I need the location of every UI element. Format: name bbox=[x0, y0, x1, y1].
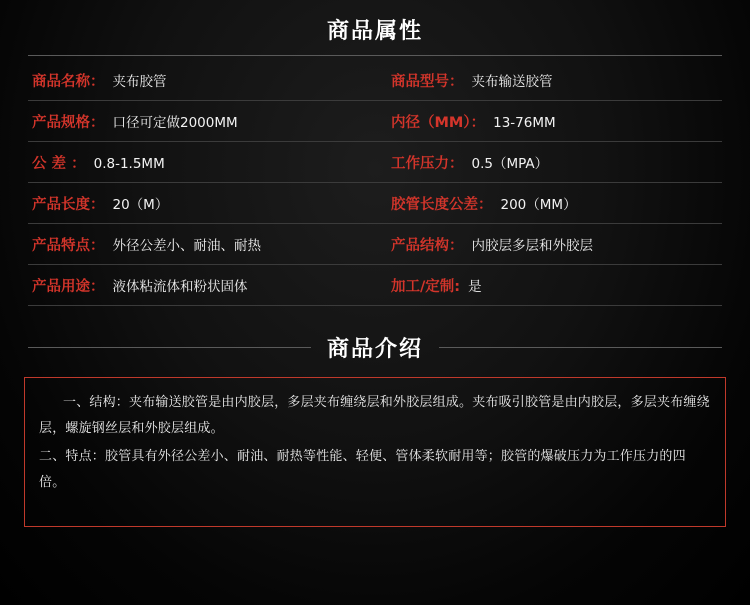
attribute-label: 公 差 ： bbox=[32, 155, 86, 172]
attribute-value: 200（MM） bbox=[500, 196, 577, 213]
attribute-value: 外径公差小、耐油、耐热 bbox=[112, 237, 261, 254]
heading-rule-left bbox=[28, 347, 311, 348]
attribute-label: 商品型号： bbox=[391, 73, 464, 90]
attribute-value: 0.5（MPA） bbox=[471, 155, 549, 172]
table-row bbox=[28, 142, 722, 183]
title-divider bbox=[28, 55, 722, 56]
attribute-cell-model bbox=[375, 70, 722, 91]
intro-paragraph-features: 二、特点：胶管具有外径公差小、耐油、耐热等性能、轻便、管体柔软耐用等；胶管的爆破压力为工作压力的四倍。 bbox=[39, 449, 686, 490]
attribute-cell-usage bbox=[28, 275, 375, 296]
intro-title: 商品介绍 bbox=[327, 337, 424, 362]
attribute-cell-features bbox=[28, 234, 375, 255]
attribute-value: 0.8-1.5MM bbox=[93, 155, 165, 172]
table-row bbox=[28, 224, 722, 265]
attribute-label: 产品长度： bbox=[32, 196, 105, 213]
table-row bbox=[28, 265, 722, 306]
attribute-label: 内径（MM）： bbox=[391, 114, 486, 131]
attribute-label: 商品名称： bbox=[32, 73, 105, 90]
attribute-cell-inner-diameter bbox=[375, 111, 722, 132]
attribute-cell-structure bbox=[375, 234, 722, 255]
attribute-label: 产品结构： bbox=[391, 237, 464, 254]
intro-content-box bbox=[24, 377, 726, 527]
attribute-cell-length bbox=[28, 193, 375, 214]
attribute-label: 产品规格： bbox=[32, 114, 105, 131]
attribute-cell-spec bbox=[28, 111, 375, 132]
table-row bbox=[28, 101, 722, 142]
attribute-value: 20（M） bbox=[112, 196, 169, 213]
attribute-value: 内胶层多层和外胶层 bbox=[471, 237, 593, 254]
attribute-value: 夹布胶管 bbox=[112, 73, 167, 90]
heading-rule-right bbox=[439, 347, 722, 348]
attribute-value: 是 bbox=[468, 278, 482, 295]
table-row bbox=[28, 183, 722, 224]
table-row bbox=[28, 60, 722, 101]
attributes-title-block bbox=[0, 0, 750, 56]
attribute-cell-name bbox=[28, 70, 375, 91]
attributes-table bbox=[28, 56, 722, 306]
attribute-label: 产品特点： bbox=[32, 237, 105, 254]
attribute-label: 加工/定制: bbox=[391, 278, 461, 295]
intro-heading bbox=[28, 332, 722, 363]
attribute-label: 工作压力： bbox=[391, 155, 464, 172]
attribute-value: 液体粘流体和粉状固体 bbox=[112, 278, 248, 295]
intro-section bbox=[0, 332, 750, 527]
attribute-cell-working-pressure bbox=[375, 152, 722, 173]
attribute-value: 13-76MM bbox=[493, 114, 556, 131]
attribute-cell-tolerance bbox=[28, 152, 375, 173]
attribute-value: 口径可定做2000MM bbox=[112, 114, 238, 131]
attribute-cell-length-tolerance bbox=[375, 193, 722, 214]
attribute-cell-customizable bbox=[375, 275, 722, 296]
attribute-label: 胶管长度公差： bbox=[391, 196, 493, 213]
attribute-value: 夹布输送胶管 bbox=[471, 73, 553, 90]
intro-paragraph-structure: 一、结构：夹布输送胶管是由内胶层，多层夹布缠绕层和外胶层组成。夹布吸引胶管是由内胶层，多层夹布缠绕层，螺旋钢丝层和外胶层组成。 bbox=[39, 395, 710, 436]
page-title: 商品属性 bbox=[326, 19, 423, 44]
attribute-label: 产品用途： bbox=[32, 278, 105, 295]
